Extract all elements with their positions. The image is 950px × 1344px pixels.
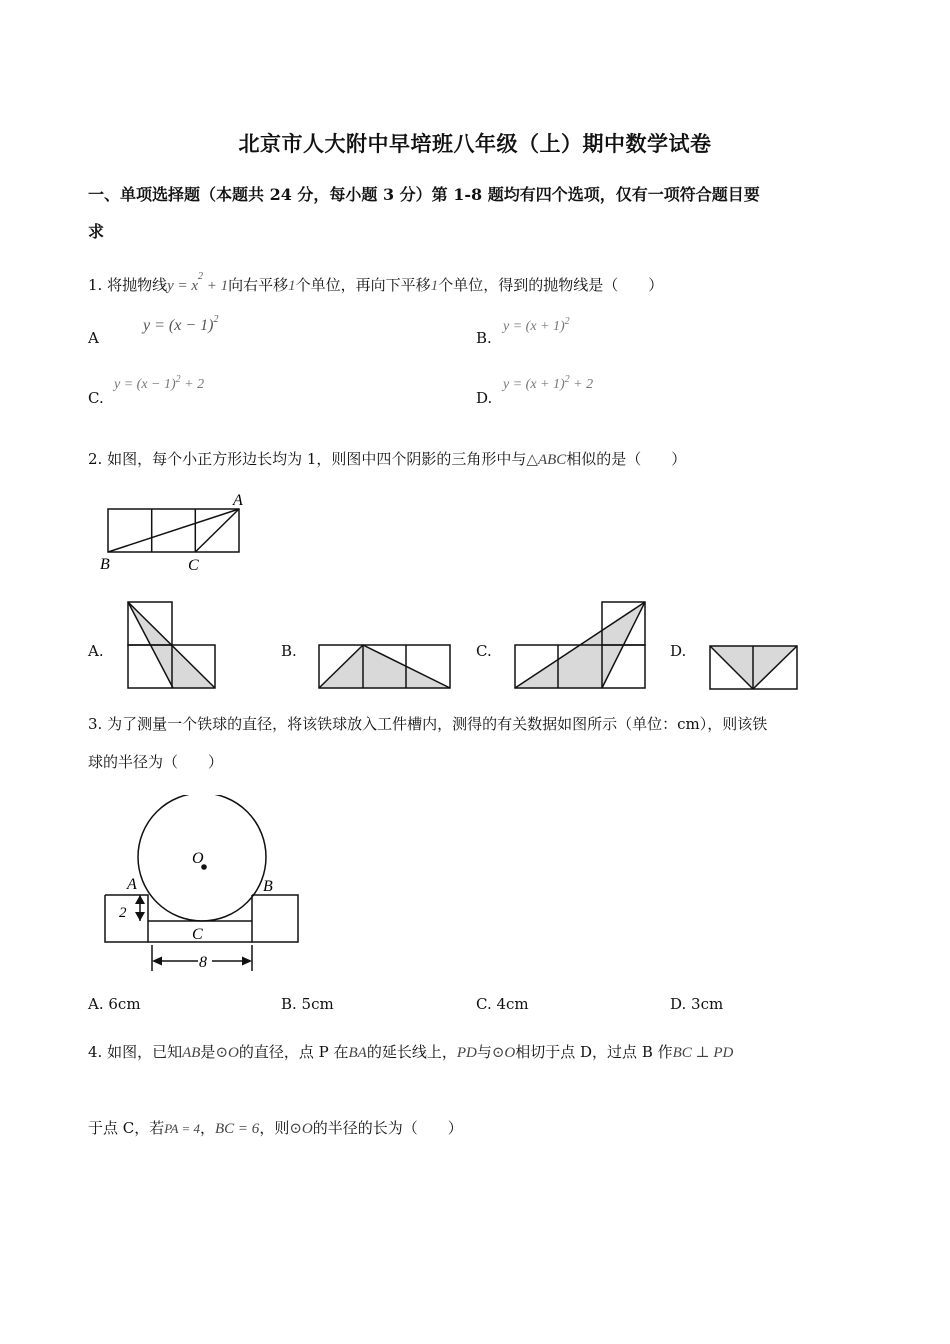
label-a: A — [127, 876, 137, 893]
q2-option-a-label: A. — [88, 642, 104, 660]
q1-option-a-expr: $y = (x - 1)^2$ — [143, 314, 219, 334]
q2-option-d-figure — [708, 644, 803, 693]
circle-o-symbol: ⊙O — [289, 1121, 313, 1137]
q1-option-c-expr: $y = (x - 1)^2 + 2$ — [114, 374, 205, 392]
question-4-stem-line2: 于点 C，若PA = 4，BC = 6，则⊙O的半径的长为（ ） — [88, 1119, 463, 1137]
section-header-line1: 一、单项选择题（本题共 24 分，每小题 3 分）第 1-8 题均有四个选项，仅有一项符合题目要 — [88, 185, 760, 204]
q3-option-b: B. 5cm — [281, 995, 334, 1013]
shaded-triangle — [319, 645, 450, 688]
q1-option-b-expr: $y = (x + 1)^2$ — [503, 316, 570, 334]
question-3-stem-line1: 3. 为了测量一个铁球的直径，将该铁球放入工件槽内，测得的有关数据如图所示（单位：cm），则该铁 — [88, 715, 768, 733]
section-header-line2: 求 — [88, 222, 105, 241]
label-o: O — [192, 850, 204, 867]
label-b: B — [263, 878, 273, 895]
q1-option-d-label: D. — [476, 389, 493, 407]
label-c: C — [192, 926, 203, 943]
question-3-stem-line2: 球的半径为（ ） — [88, 753, 224, 771]
q2-option-d-label: D. — [670, 642, 687, 660]
q3-figure — [100, 795, 305, 975]
parabola-expression: $y = x^2 + 1$ — [167, 271, 229, 294]
q2-option-b-figure — [317, 643, 455, 693]
q2-option-a-figure — [125, 600, 220, 693]
circle-o-symbol: ⊙O — [491, 1045, 516, 1061]
question-4-stem-line1: 4. 如图，已知AB是⊙O的直径，点 P 在BA的延长线上，PD与⊙O相切于点 D，过点 B 作BC ⊥ PD — [88, 1043, 734, 1061]
q2-main-figure — [95, 488, 255, 576]
q3-option-c: C. 4cm — [476, 995, 529, 1013]
triangle-abc: △ABC — [526, 452, 567, 468]
circle-o-symbol: ⊙O — [215, 1045, 239, 1061]
q2-option-b-label: B. — [281, 642, 297, 660]
q2-option-c-label: C. — [476, 642, 492, 660]
q3-option-d: D. 3cm — [670, 995, 724, 1013]
label-a: A — [233, 492, 243, 509]
page-title: 北京市人大附中早培班八年级（上）期中数学试卷 — [238, 131, 712, 156]
question-2-stem: 2. 如图，每个小正方形边长均为 1，则图中四个阴影的三角形中与△ABC相似的是（ ） — [88, 450, 687, 468]
label-width: 8 — [199, 954, 207, 971]
q1-option-c-label: C. — [88, 389, 104, 407]
q1-option-d-expr: $y = (x + 1)^2 + 2$ — [503, 374, 594, 392]
label-b: B — [100, 556, 110, 573]
label-c: C — [188, 557, 199, 574]
question-1-stem: 1. 将抛物线$y = x^2 + 1$向右平移1个单位，再向下平移1个单位，得到的抛物线是（ ） — [88, 271, 664, 294]
q2-option-c-figure — [512, 600, 650, 693]
q1-option-b-label: B. — [476, 329, 492, 347]
label-height: 2 — [119, 905, 127, 921]
q1-option-a-label: A — [88, 329, 99, 347]
q3-option-a: A. 6cm — [88, 995, 141, 1013]
